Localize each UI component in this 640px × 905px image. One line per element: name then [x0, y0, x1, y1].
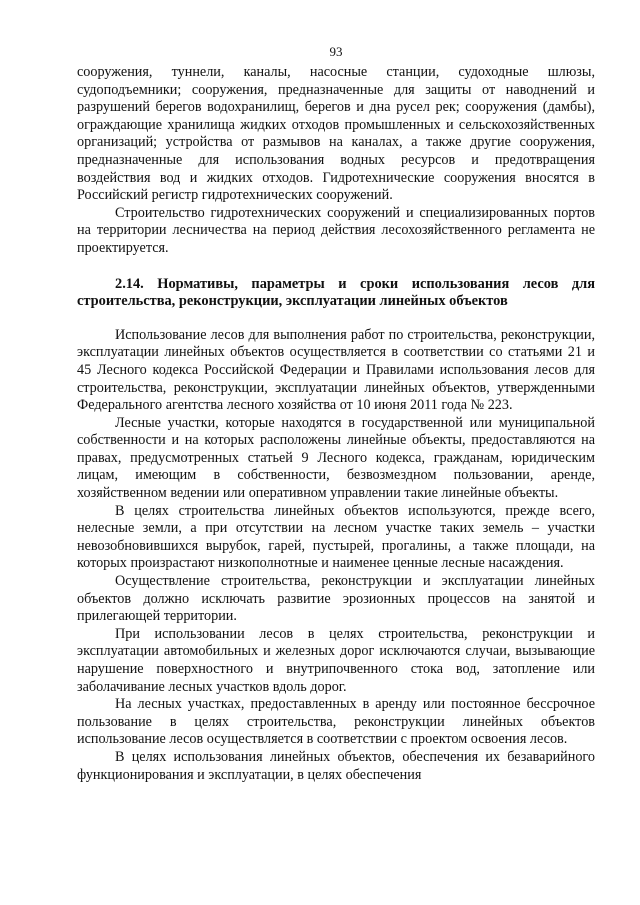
paragraph-4: Осуществление строительства, реконструкции и эксплуатации линейных объектов должно исключать развитие эрозионных процессов на занятой и прилегающей территории.: [77, 573, 595, 625]
paragraph-7: В целях использования линейных объектов, обеспечения их безаварийного функционирования и эксплуатации, в целях обеспечения: [77, 748, 595, 783]
paragraph-intro-hydro: Строительство гидротехнических сооружений и специализированных портов на территории лесничества на период действия лесохозяйственного регламента не проектируется.: [77, 204, 595, 256]
paragraph-2: Лесные участки, которые находятся в государственной или муниципальной собственности и на которых расположены линейные объекты, предоставляются на правах, предусмотренных статьей 9 Лесного кодекса, гражданам, юридическим лицам, имеющим в собственности, безвозмездном пользовании, аренде, хозяйственном ведении или оперативном управлении такие линейные объекты.: [77, 414, 595, 502]
paragraph-6: На лесных участках, предоставленных в аренду или постоянное бессрочное пользование в целях строительства, реконструкции линейных объектов использование лесов осуществляется в соответствии с проектом освоения лесов.: [77, 696, 595, 748]
document-page: [77, 44, 595, 784]
page-number: 93: [329, 44, 343, 59]
paragraph-1: Использование лесов для выполнения работ по строительства, реконструкции, эксплуатации линейных объектов осуществляется в соответствии со статьями 21 и 45 Лесного кодекса Российской Федерации и Правилами использования лесов для строительства, реконструкции, эксплуатации линейных объектов, утвержденными Федерального агентства лесного хозяйства от 10 июня 2011 года № 223.: [77, 326, 595, 414]
paragraph-intro-continuation: сооружения, туннели, каналы, насосные станции, судоходные шлюзы, судоподъемники; сооружения, предназначенные для защиты от наводнений и разрушений берегов водохранилищ, берегов и дна русел рек; сооружения (дамбы), ограждающие хранилища жидких отходов промышленных и сельскохозяйственных организаций; устройства от размывов на каналах, а также другие сооружения, предназначенные для использования водных ресурсов и предотвращения воздействия вод и жидких отходов. Гидротехнические сооружения вносятся в Российский регистр гидротехнических сооружений.: [77, 64, 595, 204]
paragraph-3: В целях строительства линейных объектов используются, прежде всего, нелесные земли, а при отсутствии на лесном участке таких земель – участки невозобновившихся вырубок, гарей, пустырей, прогалины, а также площади, на которых произрастают низкополнотные и наименее ценные лесные насаждения.: [77, 502, 595, 572]
section-heading: 2.14. Нормативы, параметры и сроки использования лесов для строительства, реконструкции, эксплуатации линейных объектов: [77, 275, 595, 310]
paragraph-5: При использовании лесов в целях строительства, реконструкции и эксплуатации автомобильных и железных дорог исключаются случаи, вызывающие нарушение поверхностного и внутрипочвенного стока вод, затопление или заболачивание лесных участков вдоль дорог.: [77, 625, 595, 695]
